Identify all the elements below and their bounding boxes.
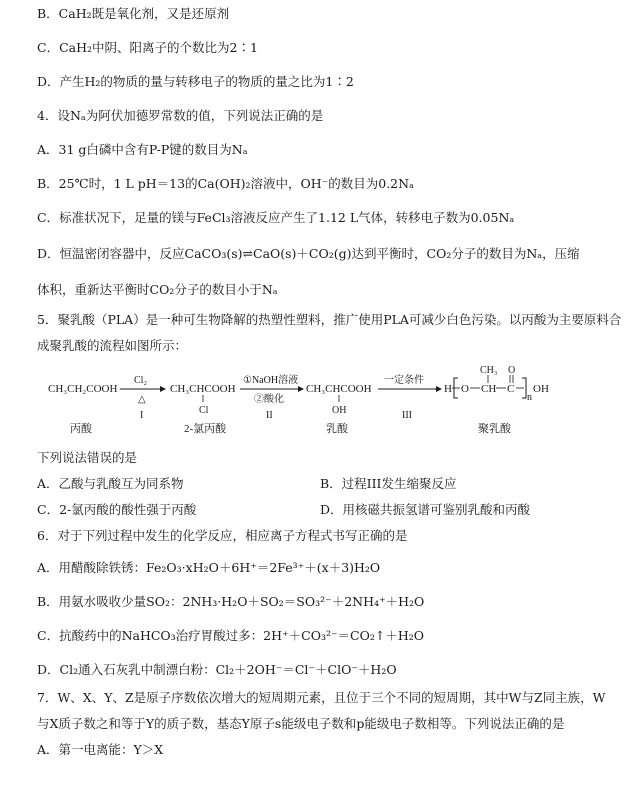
lactic-acid-formula: CH₃CHCOOH [306,383,372,395]
question-5-question: 下列说法错误的是 [37,450,138,465]
arrow-step-2-head [298,386,304,392]
question-5-stem-line2: 成聚乳酸的流程如图所示： [37,338,188,353]
arrow-step-3-head [436,386,442,392]
question-6-stem: 6．对于下列过程中发生的化学反应，相应离子方程式书写正确的是 [37,528,408,543]
poly-carbonyl-c: C [507,383,515,395]
lactic-acid-name: 乳酸 [326,423,348,435]
polylactic-acid-name: 聚乳酸 [478,423,511,435]
question-5-option-d: D．用核磁共振氢谱可鉴别乳酸和丙酸 [320,502,531,517]
step-1-condition: △ [138,394,146,405]
propionic-acid-name: 丙酸 [70,423,92,435]
question-7-stem-line2: 与X质子数之和等于Y的质子数，基态Y原子s能级电子数和p能级电子数相等。下列说法正确的是 [37,716,565,731]
question-6-option-d: D．Cl₂通入石灰乳中制漂白粉：Cl₂＋2OH⁻＝Cl⁻＋ClO⁻＋H₂O [37,662,397,677]
hydroxyl-substituent: OH [332,405,347,416]
propionic-acid-formula: CH₃CH₂COOH [48,383,118,395]
step-3-condition: 一定条件 [384,375,424,386]
question-4-option-d-line1: D．恒温密闭容器中，反应CaCO₃(s)⇌CaO(s)＋CO₂(g)达到平衡时，CO₂分子的数目为Nₐ，压缩 [37,246,580,261]
step-2-reagent: ①NaOH溶液 [243,375,299,386]
poly-carbonyl-oxygen: O [508,366,516,376]
polylactic-acid-structure [444,366,549,435]
question-5-option-b: B．过程III发生缩聚反应 [320,476,457,491]
line-option-c-cah2: C．CaH₂中阴、阳离子的个数比为2∶1 [37,40,258,55]
step-1-label: I [140,410,144,421]
question-4-option-d-line2: 体积，重新达平衡时CO₂分子的数目小于Nₐ [37,282,278,297]
question-5-stem-line1: 5．聚乳酸（PLA）是一种可生物降解的热塑性塑料，推广使用PLA可减少白色污染。以丙酸为主要原料合 [37,312,622,327]
step-1-reagent: Cl₂ [134,375,147,386]
question-4-option-a: A．31 g白磷中含有P-P键的数目为Nₐ [37,142,248,157]
poly-end-h: H [444,383,452,395]
question-5-option-c: C．2-氯丙酸的酸性强于丙酸 [37,502,197,517]
question-7-option-a: A．第一电离能：Y＞X [37,742,164,757]
question-6-option-c: C．抗酸药中的NaHCO₃治疗胃酸过多：2H⁺＋CO₃²⁻＝CO₂↑＋H₂O [37,628,425,643]
poly-chain-oxygen: O [461,383,469,395]
question-4-stem: 4．设Nₐ为阿伏加德罗常数的值，下列说法正确的是 [37,108,324,123]
chloro-substituent: Cl [199,405,209,416]
line-option-b-cah2: B．CaH₂既是氧化剂，又是还原剂 [37,6,230,21]
reaction-flow-diagram [40,366,600,446]
question-4-option-c: C．标准状况下，足量的镁与FeCl₃溶液反应产生了1.12 L气体，转移电子数为0.05Nₐ [37,210,515,225]
question-4-option-b: B．25℃时，1 L pH＝13的Ca(OH)₂溶液中，OH⁻的数目为0.2Nₐ [37,176,414,191]
chloropropionic-formula: CH₃CHCOOH [170,383,236,395]
poly-ch: CH [481,383,497,395]
question-5-option-a: A．乙酸与乳酸互为同系物 [37,476,184,491]
step-3-label: III [402,410,412,421]
poly-subscript-n: n [527,392,532,403]
step-2-condition: ②酸化 [254,394,284,405]
step-2-label: II [266,410,273,421]
arrow-step-1-head [160,386,166,392]
line-option-d-h2: D．产生H₂的物质的量与转移电子的物质的量之比为1∶2 [37,74,354,89]
poly-end-oh: OH [533,383,549,395]
chloropropionic-name: 2-氯丙酸 [184,423,227,435]
question-6-option-b: B．用氨水吸收少量SO₂：2NH₃·H₂O＋SO₂＝SO₃²⁻＋2NH₄⁺＋H₂O [37,594,425,609]
question-7-stem-line1: 7．W、X、Y、Z是原子序数依次增大的短周期元素，且位于三个不同的短周期，其中W与Z同主族，W [37,690,606,705]
poly-methyl: CH₃ [480,366,498,376]
question-6-option-a: A．用醋酸除铁锈：Fe₂O₃·xH₂O＋6H⁺＝2Fe³⁺＋(x＋3)H₂O [37,560,381,575]
